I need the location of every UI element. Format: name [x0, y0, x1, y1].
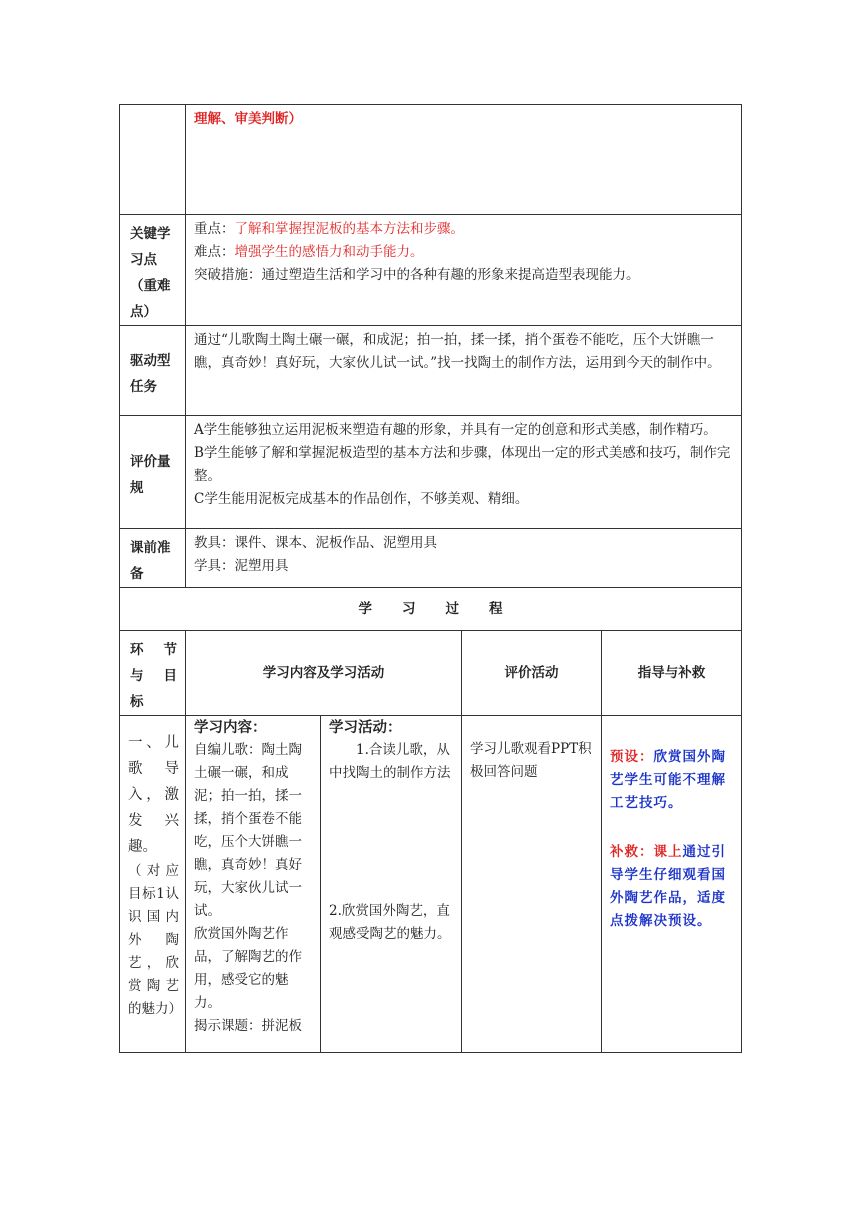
content-appreciate: 欣赏国外陶艺作品，了解陶艺的作用，感受它的魅力。 [194, 926, 302, 1011]
activity-2: 2.欣赏国外陶艺，直观感受陶艺的魅力。 [329, 903, 451, 942]
content-topic: 揭示课题：拼泥板 [194, 1018, 302, 1034]
stage-1-guide-cell [602, 716, 742, 1053]
preparation-label: 课前准备 [120, 529, 186, 588]
preset-label: 预设： [610, 749, 654, 765]
stage-1-eval: 学习儿歌观看PPT积极回答问题 [462, 716, 602, 1053]
difficulty-text: 增强学生的感悟力和动手能力。 [234, 244, 424, 260]
content-rhyme: 自编儿歌：陶土陶土碾一碾，和成泥；拍一拍，揉一揉，捎个蛋卷不能吃，压个大饼瞧一瞧，真奇妙！真好玩，大家伙儿试一试。 [194, 742, 302, 919]
evaluation-label: 评价量规 [120, 416, 186, 529]
key-point-prefix: 重点： [194, 221, 235, 237]
remedy-text: 通过引导学生仔细观看国外陶艺作品，适度点拨解决预设。 [610, 844, 726, 929]
stage-1-goal-note: （对应目标1认识国内外陶艺，欣赏陶艺的魅力） [128, 863, 182, 1017]
row-key-points [120, 215, 742, 326]
driving-task-text: 通过“儿歌陶土陶土碾一碾，和成泥；拍一拍，揉一揉，捎个蛋卷不能吃，压个大饼瞧一瞧，真奇妙！真好玩，大家伙儿试一试。”找一找陶土的制作方法，运用到今天的制作中。 [186, 326, 742, 416]
student-tools: 学具：泥塑用具 [194, 558, 289, 574]
remedy-label: 补救：课上 [610, 844, 683, 860]
row-process-title [120, 588, 742, 631]
header-guidance-remedy: 指导与补救 [602, 631, 742, 716]
stage-1-content-cell [186, 716, 321, 1053]
key-points-content [186, 215, 742, 326]
preparation-content [186, 529, 742, 588]
lesson-plan-table [119, 104, 742, 1053]
evaluation-level-a: A学生能够独立运用泥板来塑造有趣的形象，并具有一定的创意和形式美感，制作精巧。 [194, 422, 717, 438]
content-title: 学习内容： [194, 719, 267, 736]
stage-1-activity-cell [321, 716, 462, 1053]
row-continued [120, 105, 742, 215]
evaluation-level-c: C学生能用泥板完成基本的作品创作，不够美观、精细。 [194, 491, 529, 507]
key-points-label: 关键学习点（重难点） [120, 215, 186, 326]
difficulty-prefix: 难点： [194, 244, 235, 260]
row-process-header [120, 631, 742, 716]
row-stage-1 [120, 716, 742, 1053]
evaluation-content [186, 416, 742, 529]
preset-text: 欣赏国外陶艺学生可能不理解工艺技巧。 [610, 749, 726, 811]
breakthrough-text: 突破措施：通过塑造生活和学习中的各种有趣的形象来提高造型表现能力。 [194, 267, 640, 283]
process-title: 学习过程 [120, 588, 742, 631]
driving-task-label: 驱动型任务 [120, 326, 186, 416]
header-stage-goal: 环 节 与 目 标 [120, 631, 186, 716]
row-driving-task [120, 326, 742, 416]
stage-1-goal-cell [120, 716, 186, 1053]
key-point-text: 了解和掌握捏泥板的基本方法和步骤。 [234, 221, 464, 237]
continued-text: 理解、审美判断） [186, 105, 742, 215]
row-preparation [120, 529, 742, 588]
header-content-activity: 学习内容及学习活动 [186, 631, 462, 716]
teacher-tools: 教具：课件、课本、泥板作品、泥塑用具 [194, 535, 437, 551]
row-evaluation [120, 416, 742, 529]
evaluation-level-b: B学生能够了解和掌握泥板造型的基本方法和步骤，体现出一定的形式美感和技巧，制作完整。 [194, 445, 731, 484]
stage-1-goal: 一、儿歌导入，激发兴趣。 [128, 735, 179, 855]
row-continued-label [120, 105, 186, 215]
header-evaluation-activity: 评价活动 [462, 631, 602, 716]
activity-title: 学习活动： [329, 719, 402, 736]
activity-1: 1.合读儿歌，从中找陶土的制作方法 [329, 742, 451, 781]
